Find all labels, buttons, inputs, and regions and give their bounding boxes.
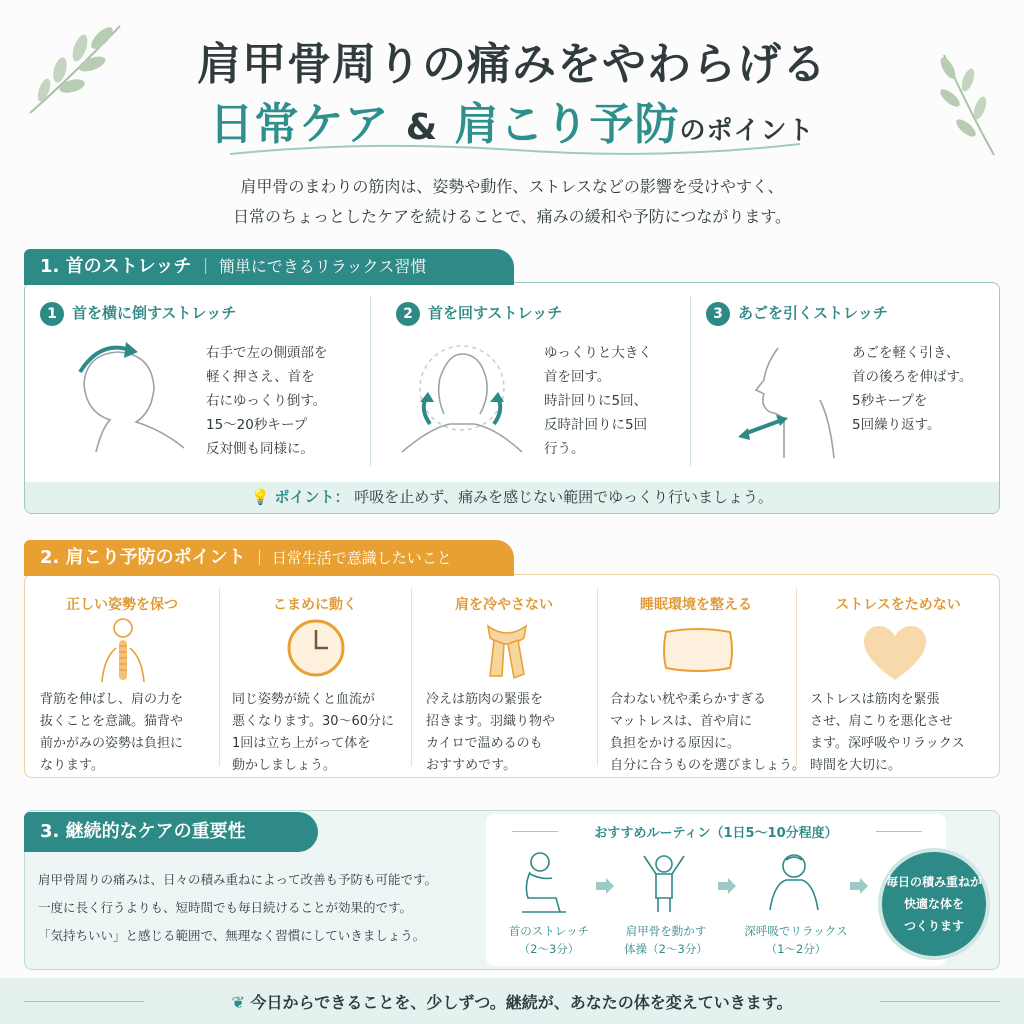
section2-header: [24, 540, 514, 576]
section1-divider-2: [690, 296, 691, 466]
footer-message: [0, 990, 1024, 1013]
stretch-3-heading: [706, 302, 888, 326]
tip-1-title: 正しい姿勢を保つ: [66, 597, 178, 613]
tip-5-title: ストレスをためない: [835, 597, 961, 613]
tip-5-text: ストレスは筋肉を緊張 させ、肩こりを悪化させ ます。深呼吸やリラックス 時間を大切に。: [810, 692, 965, 773]
section1-subtitle: ｜ 簡単にできるリラックス習慣: [197, 257, 427, 276]
stretch-2-text: ゆっくりと大きく 首を回す。 時計回りに5回、 反時計回りに5回 行う。: [544, 345, 652, 457]
stretch-2-title: 首を回すストレッチ: [428, 304, 563, 322]
header-wave-divider: [230, 138, 800, 162]
intro-line-1: 肩甲骨のまわりの筋肉は、姿勢や動作、ストレスなどの影響を受けやすく、: [240, 177, 784, 196]
tip-1-text: 背筋を伸ばし、肩の力を 抜くことを意識。猫背や 前かがみの姿勢は負担に なります。: [40, 692, 184, 773]
spine-posture-icon: [88, 618, 158, 684]
stretch-3-text: あごを軽く引き、 首の後ろを伸ばす。 5秒キープを 5回繰り返す。: [852, 345, 973, 433]
routine-arrow-1-icon: [596, 876, 616, 896]
tip-3-title: 肩を冷やさない: [455, 597, 553, 613]
section1-title: 1. 首のストレッチ: [40, 256, 192, 277]
intro-text: [0, 172, 1024, 232]
section2-divider-1: [219, 588, 220, 766]
clock-icon: [286, 618, 346, 678]
pillow-icon: [660, 626, 736, 674]
stretch-2-number: 2: [396, 302, 420, 326]
section2-divider-3: [597, 588, 598, 766]
section3-title: 3. 継続的なケアの重要性: [24, 812, 318, 852]
section1-divider-1: [370, 296, 371, 466]
subtitle-ampersand: &: [405, 107, 439, 148]
motivation-badge: 毎日の積み重ねが 快適な体を つくります: [878, 848, 990, 960]
tip-3-text: 冷えは筋肉の緊張を 招きます。羽織り物や カイロで温めるのも おすすめです。: [426, 692, 555, 773]
stretch-2-heading: [396, 302, 562, 326]
routine-step-1-label: 首のストレッチ （2〜3分）: [508, 924, 590, 956]
page-title: 肩甲骨周りの痛みをやわらげる: [197, 39, 827, 90]
tip-text: 呼吸を止めず、痛みを感じない範囲でゆっくり行いましょう。: [354, 488, 773, 506]
lightbulb-icon: 💡: [251, 488, 270, 506]
section3-text: 肩甲骨周りの痛みは、日々の積み重ねによって改善も予防も可能です。 一度に長く行うよりも、短時間でも毎日続けることが効果的です。 「気持ちいい」と感じる範囲で、無理なく習慣にしていきましょう。: [38, 872, 438, 943]
routine-title: おすすめルーティン（1日5〜10分程度）: [594, 826, 838, 841]
tip-2-title: こまめに動く: [273, 597, 357, 613]
heart-icon: [862, 624, 928, 682]
deep-breathing-figure-icon: [764, 850, 824, 914]
stretch-3-number: 3: [706, 302, 730, 326]
intro-line-2: 日常のちょっとしたケアを続けることで、痛みの緩和や予防につながります。: [232, 207, 792, 226]
section2-divider-2: [411, 588, 412, 766]
footer-leaf-icon: ❦: [231, 993, 245, 1012]
stretch-1-text: 右手で左の側頭部を 軽く押さえ、首を 右にゆっくり倒す。 15〜20秒キープ 反対側も同様に。: [206, 345, 328, 457]
neck-rotation-figure-icon: [400, 340, 524, 464]
routine-arrow-3-icon: [850, 876, 870, 896]
routine-step-3-label: 深呼吸でリラックス （1〜2分）: [744, 924, 848, 956]
stretch-1-number: 1: [40, 302, 64, 326]
stretch-3-title: あごを引くストレッチ: [738, 304, 888, 322]
subtitle-part-prevention: 肩こり予防: [454, 99, 680, 150]
routine-arrow-2-icon: [718, 876, 738, 896]
head-tilt-figure-icon: [66, 332, 186, 462]
subtitle-part-care: 日常ケア: [209, 99, 390, 150]
stretch-1-title: 首を横に倒すストレッチ: [72, 304, 237, 322]
stretch-1-heading: [40, 302, 236, 326]
tip-4-title: 睡眠環境を整える: [640, 597, 752, 613]
shoulder-exercise-figure-icon: [636, 850, 692, 914]
subtitle-suffix: のポイント: [679, 116, 815, 146]
tip-label: ポイント：: [274, 488, 350, 506]
section1-tip-bar: [25, 482, 999, 513]
scarf-icon: [480, 618, 534, 684]
footer-text: 今日からできることを、少しずつ。継続が、あなたの体を変えていきます。: [250, 993, 793, 1012]
section2-title: 2. 肩こり予防のポイント: [40, 547, 246, 568]
routine-step-2-label: 肩甲骨を動かす 体操（2〜3分）: [624, 924, 708, 956]
seated-stretch-figure-icon: [516, 850, 572, 914]
tip-4-text: 合わない枕や柔らかすぎる マットレスは、首や肩に 負担をかける原因に。 自分に合うものを選びましょう。: [610, 692, 806, 773]
section2-subtitle: ｜ 日常生活で意識したいこと: [251, 549, 452, 567]
section1-header: [24, 249, 514, 285]
chin-tuck-figure-icon: [738, 340, 848, 464]
tip-2-text: 同じ姿勢が続くと血流が 悪くなります。30〜60分に 1回は立ち上がって体を 動かしましょう。: [232, 692, 395, 773]
